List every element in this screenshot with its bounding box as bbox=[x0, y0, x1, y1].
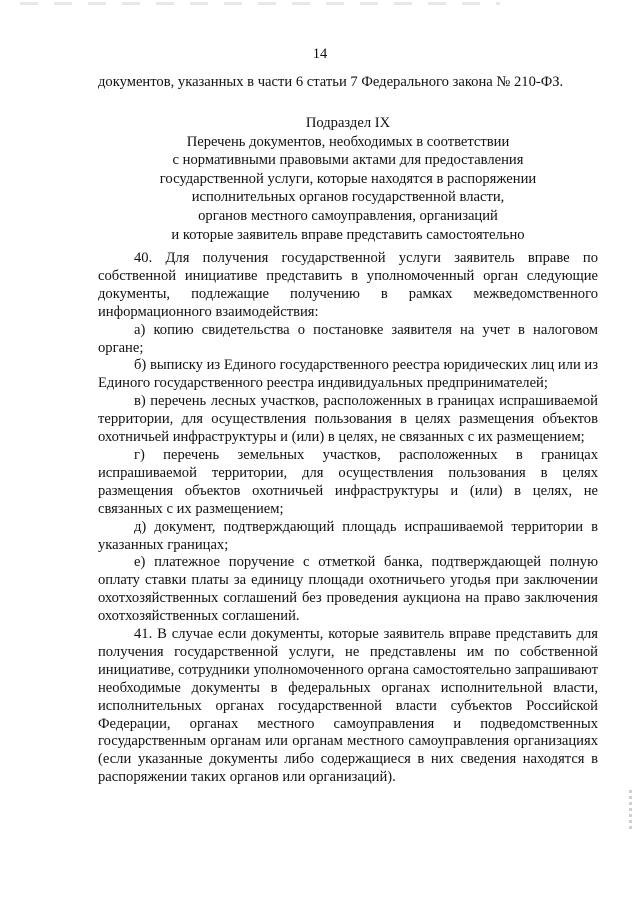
heading-line: исполнительных органов государственной власти, bbox=[191, 189, 505, 206]
paragraph-40: 40. Для получения государственной услуги заявитель вправе по собственной инициативе представить в уполномоченный орган следующие документы, подлежащие получению в рамках межведомственного информационного взаимодействия: bbox=[98, 250, 598, 320]
heading-line: и которые заявитель вправе представить самостоятельно bbox=[171, 226, 525, 243]
heading-line: органов местного самоуправления, организаций bbox=[198, 207, 498, 224]
paragraph-item-v: в) перечень лесных участков, расположенных в границах испрашиваемой территории, для осуществления пользования в целях размещения объектов охотничьей инфраструктуры и (или) в целях, не связанных с их размещением; bbox=[98, 393, 598, 446]
heading-line: Перечень документов, необходимых в соответствии bbox=[186, 133, 510, 150]
paragraph-item-e: е) платежное поручение с отметкой банка, подтверждающей полную оплату ставки платы за единицу площади охотничьего угодья при заключении охотхозяйственных соглашений без проведения аукциона на право заключения охотхозяйственных соглашений. bbox=[98, 554, 598, 625]
section-heading bbox=[98, 114, 598, 244]
heading-line-subsection: Подраздел IX bbox=[305, 115, 391, 131]
intro-text bbox=[98, 74, 598, 92]
paragraph-item-b: б) выписку из Единого государственного реестра юридических лиц или из Единого государственного реестра индивидуальных предпринимателей; bbox=[98, 357, 598, 392]
paragraph-item-a: а) копию свидетельства о постановке заявителя на учет в налоговом органе; bbox=[98, 321, 598, 356]
paragraph-item-g: г) перечень земельных участков, расположенных в границах испрашиваемой территории, для осуществления пользования в целях размещения объектов охотничьей инфраструктуры и (или) в целях, не связанных с их размещением; bbox=[98, 446, 598, 517]
heading-line: с нормативными правовыми актами для предоставления bbox=[172, 152, 524, 169]
scan-artifact bbox=[20, 2, 500, 5]
body-text bbox=[98, 250, 598, 787]
page-number: 14 bbox=[312, 46, 328, 62]
intro-line: документов, указанных в части 6 статьи 7 Федерального закона № 210-ФЗ. bbox=[98, 74, 564, 90]
margin-mark bbox=[629, 790, 632, 830]
heading-line: государственной услуги, которые находятся в распоряжении bbox=[159, 170, 537, 187]
paragraph-41: 41. В случае если документы, которые заявитель вправе представить для получения государственной услуги, не представлены им по собственной инициативе, сотрудники уполномоченного органа самостоятельно запрашивают необходимые документы в федеральных органах исполнительной власти, исполнительных органах государственной власти субъектов Российской Федерации, органах местного самоуправления и подведомственных государственным органам или органам местного самоуправления организациях (если указанные документы либо содержащиеся в них сведения находятся в распоряжении таких органов или организаций). bbox=[98, 626, 598, 786]
paragraph-item-d: д) документ, подтверждающий площадь испрашиваемой территории в указанных границах; bbox=[98, 518, 598, 553]
